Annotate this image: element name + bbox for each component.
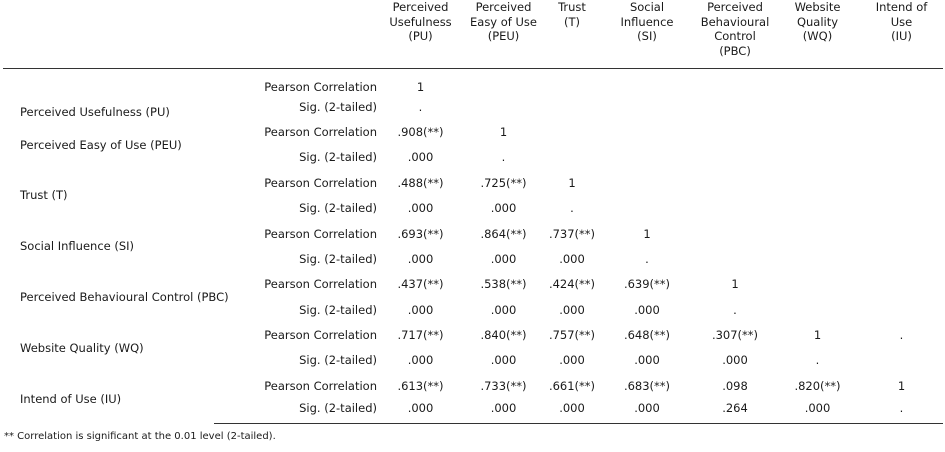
correlation-cell <box>860 170 943 195</box>
stat-label-sig: Sig. (2-tailed) <box>299 150 377 165</box>
correlation-cell: .725(**) <box>480 175 527 190</box>
correlation-cell: 1 <box>568 175 576 190</box>
correlation-cell <box>599 119 695 144</box>
table-row-pearson <box>3 119 943 144</box>
correlation-cell: .661(**) <box>548 378 596 393</box>
significance-cell <box>695 94 775 119</box>
variable-label: Intend of Use (IU) <box>20 391 122 406</box>
correlation-cell: . <box>899 328 904 343</box>
correlation-cell <box>775 69 860 94</box>
variable-label: Social Influence (SI) <box>20 239 135 254</box>
variable-label: Perceived Usefulness (PU) <box>20 105 170 120</box>
correlation-cell <box>775 272 860 297</box>
significance-cell <box>775 297 860 322</box>
significance-cell <box>599 145 695 170</box>
stat-label-pearson: Pearson Correlation <box>264 328 377 343</box>
stat-label-pearson: Pearson Correlation <box>264 79 377 94</box>
table-row-pearson <box>3 373 943 398</box>
table-row-pearson <box>3 272 943 297</box>
correlation-cell: .820(**) <box>794 378 841 393</box>
significance-cell <box>599 94 695 119</box>
variable-label: Website Quality (WQ) <box>20 340 144 355</box>
correlation-cell: .307(**) <box>711 328 759 343</box>
significance-cell: .000 <box>559 353 585 368</box>
significance-cell: .000 <box>599 399 695 424</box>
correlation-cell <box>545 69 599 94</box>
header-row <box>3 0 943 69</box>
table-row-pearson <box>3 322 943 347</box>
correlation-cell: .864(**) <box>480 226 527 241</box>
significance-cell <box>599 195 695 220</box>
significance-cell: . <box>860 399 943 424</box>
significance-cell <box>545 94 599 119</box>
significance-cell <box>775 246 860 271</box>
stat-label-pearson: Pearson Correlation <box>264 124 377 139</box>
significance-cell: .000 <box>379 399 462 424</box>
header-blank-statistic <box>214 0 379 69</box>
significance-cell: .000 <box>722 353 748 368</box>
correlation-cell <box>775 221 860 246</box>
stat-label-pearson: Pearson Correlation <box>264 226 377 241</box>
significance-cell <box>695 145 775 170</box>
significance-cell: .000 <box>559 302 585 317</box>
col-header-pu: Perceived Usefulness (PU) <box>379 0 462 69</box>
variable-label: Perceived Easy of Use (PEU) <box>20 137 182 152</box>
stat-label-sig: Sig. (2-tailed) <box>299 353 377 368</box>
stat-label-sig: Sig. (2-tailed) <box>299 201 377 216</box>
significance-cell: .000 <box>407 201 434 216</box>
significance-cell: . <box>501 150 506 165</box>
correlation-cell: .648(**) <box>623 328 671 343</box>
col-header-iu: Intend of Use (IU) <box>860 0 943 69</box>
correlation-cell: .098 <box>722 378 748 393</box>
col-header-t: Trust (T) <box>545 0 599 69</box>
correlation-cell <box>695 69 775 94</box>
table-body <box>3 69 943 424</box>
significance-cell <box>860 145 943 170</box>
stat-label-sig: Sig. (2-tailed) <box>299 99 377 114</box>
significance-cell <box>462 94 545 119</box>
correlation-cell: .683(**) <box>623 378 671 393</box>
header-blank-variable <box>3 0 214 69</box>
significance-cell: . <box>570 201 574 216</box>
significance-cell: .000 <box>490 302 517 317</box>
significance-cell <box>860 94 943 119</box>
significance-cell: .000 <box>407 302 434 317</box>
significance-cell: .000 <box>490 251 517 266</box>
correlation-cell <box>860 119 943 144</box>
significance-cell: . <box>815 353 820 368</box>
correlation-cell: .639(**) <box>623 277 671 292</box>
correlation-cell: 1 <box>731 277 739 292</box>
correlation-cell <box>775 119 860 144</box>
correlation-cell <box>695 221 775 246</box>
correlation-cell <box>860 272 943 297</box>
significance-cell <box>775 94 860 119</box>
significance-cell: . <box>733 302 737 317</box>
correlation-cell <box>775 170 860 195</box>
significance-cell <box>695 246 775 271</box>
correlation-cell <box>462 69 545 94</box>
significance-cell: .000 <box>775 399 860 424</box>
significance-cell: .000 <box>634 302 660 317</box>
variable-label: Trust (T) <box>20 188 68 203</box>
correlation-cell: .613(**) <box>397 378 444 393</box>
table-row-pearson <box>3 69 943 94</box>
col-header-wq: Website Quality (WQ) <box>775 0 860 69</box>
correlation-cell <box>695 170 775 195</box>
correlation-cell: 1 <box>897 378 906 393</box>
correlation-cell: 1 <box>416 79 425 94</box>
correlation-cell: 1 <box>499 124 508 139</box>
correlation-cell: .424(**) <box>548 277 596 292</box>
stat-label-pearson: Pearson Correlation <box>264 175 377 190</box>
col-header-pbc: Perceived Behavioural Control (PBC) <box>695 0 775 69</box>
stat-label-sig: Sig. (2-tailed) <box>299 302 377 317</box>
significance-cell: .000 <box>407 353 434 368</box>
correlation-cell <box>599 69 695 94</box>
correlation-cell <box>599 170 695 195</box>
significance-cell <box>545 145 599 170</box>
correlation-cell: .538(**) <box>480 277 527 292</box>
significance-cell: .000 <box>490 201 517 216</box>
table-row-pearson <box>3 221 943 246</box>
stat-label-pearson: Pearson Correlation <box>264 277 377 292</box>
correlation-cell: .840(**) <box>480 328 527 343</box>
correlation-cell <box>545 119 599 144</box>
significance-cell: .264 <box>695 399 775 424</box>
stat-label-pearson: Pearson Correlation <box>264 378 377 393</box>
correlation-cell: .908(**) <box>397 124 444 139</box>
variable-label: Perceived Behavioural Control (PBC) <box>20 290 229 305</box>
significance-cell <box>860 246 943 271</box>
correlation-cell: .488(**) <box>397 175 444 190</box>
significance-cell: . <box>645 251 649 266</box>
correlation-cell: .737(**) <box>548 226 596 241</box>
significance-cell: .000 <box>545 399 599 424</box>
correlation-cell <box>695 119 775 144</box>
correlation-cell: 1 <box>813 328 822 343</box>
significance-cell: .000 <box>634 353 660 368</box>
significance-cell <box>860 297 943 322</box>
significance-cell <box>860 348 943 373</box>
stat-label-sig: Sig. (2-tailed) <box>299 251 377 266</box>
correlation-cell: .717(**) <box>397 328 444 343</box>
significance-cell: .000 <box>407 150 434 165</box>
significance-cell <box>775 195 860 220</box>
significance-cell: .000 <box>559 251 585 266</box>
correlation-cell: .437(**) <box>397 277 444 292</box>
significance-cell: .000 <box>407 251 434 266</box>
footnote: ** Correlation is significant at the 0.01 level (2-tailed). <box>4 431 276 442</box>
col-header-peu: Perceived Easy of Use (PEU) <box>462 0 545 69</box>
significance-cell: .000 <box>462 399 545 424</box>
correlation-cell: .733(**) <box>480 378 527 393</box>
significance-cell: . <box>418 99 423 114</box>
correlation-cell <box>860 221 943 246</box>
significance-cell <box>695 195 775 220</box>
correlation-cell: .693(**) <box>397 226 444 241</box>
table-row-pearson <box>3 170 943 195</box>
significance-cell <box>860 195 943 220</box>
significance-cell: .000 <box>490 353 517 368</box>
col-header-si: Social Influence (SI) <box>599 0 695 69</box>
significance-cell <box>775 145 860 170</box>
correlation-cell: 1 <box>643 226 651 241</box>
correlation-cell: .757(**) <box>548 328 596 343</box>
correlation-cell <box>860 69 943 94</box>
correlation-table <box>3 0 943 424</box>
stat-label-sig: Sig. (2-tailed) <box>214 399 379 424</box>
